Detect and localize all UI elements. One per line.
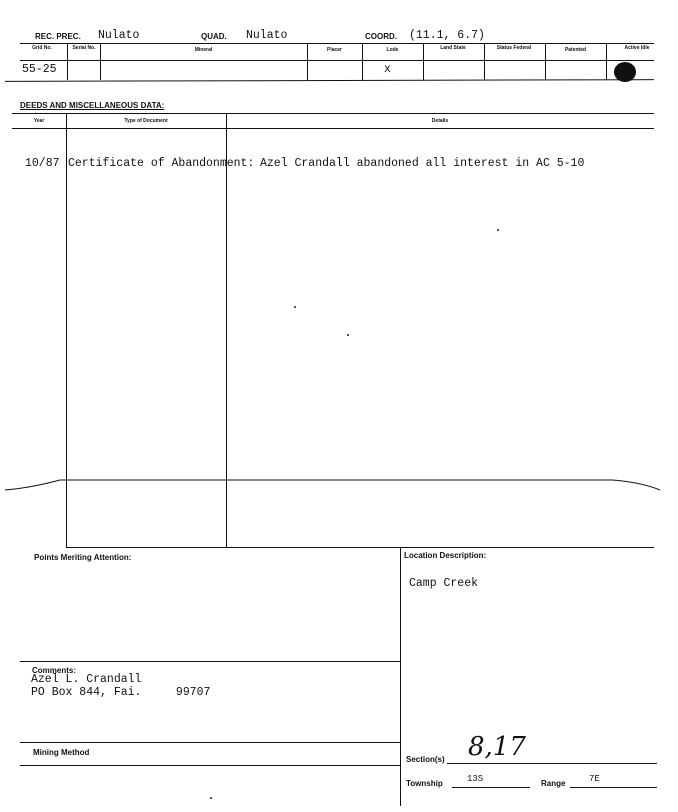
comments-label: Comments:	[32, 666, 77, 675]
sections-value: 8,17	[468, 732, 526, 762]
lode-header: Lode	[386, 47, 399, 53]
active-dot-mark	[614, 62, 636, 82]
grid-no-header: Grid No.	[32, 45, 52, 51]
speck-mark	[347, 334, 349, 336]
land-state-header: Land State	[440, 45, 466, 51]
location-value: Camp Creek	[409, 577, 479, 590]
serial-no-header: Serial No.	[72, 45, 96, 51]
sections-label: Section(s)	[406, 755, 445, 764]
active-idle-header: Active Idle	[624, 45, 650, 51]
lode-cell: x	[384, 63, 391, 76]
grid-no-cell: 55-25	[22, 63, 57, 76]
range-label: Range	[541, 779, 566, 788]
township-value: 13S	[467, 774, 484, 784]
points-label: Points Meriting Attention:	[34, 553, 132, 562]
mining-label: Mining Method	[33, 748, 90, 757]
type-header: Type of Document	[124, 118, 168, 124]
deed-year: 10/87	[25, 157, 60, 170]
comments-line2: PO Box 844, Fai. 99707	[31, 686, 211, 699]
coord-label: COORD.	[365, 32, 397, 41]
range-value: 7E	[589, 774, 600, 784]
comments-line1: Azel L. Crandall	[31, 673, 142, 686]
year-header: Year	[33, 118, 45, 124]
status-federal-header: Status Federal	[496, 45, 532, 51]
location-label: Location Description:	[404, 551, 487, 560]
speck-mark	[210, 797, 212, 799]
mineral-header: Mineral	[194, 47, 213, 53]
deed-type: Certificate of Abandonment:	[68, 157, 255, 170]
deed-details: Azel Crandall abandoned all interest in AC 5-10	[260, 157, 585, 170]
township-label: Township	[406, 779, 443, 788]
speck-mark	[294, 306, 296, 308]
patented-header: Patented	[564, 47, 587, 53]
placer-header: Placer	[326, 47, 342, 53]
seam-line	[0, 470, 678, 494]
details-header: Details	[431, 118, 449, 124]
speck-mark	[497, 229, 499, 231]
rec-prec-value: Nulato	[98, 29, 140, 42]
quad-value: Nulato	[246, 29, 288, 42]
deeds-title: DEEDS AND MISCELLANEOUS DATA:	[20, 101, 165, 110]
coord-value: (11.1, 6.7)	[409, 29, 485, 42]
quad-label: QUAD.	[201, 32, 227, 41]
rec-prec-label: REC. PREC.	[35, 32, 81, 41]
